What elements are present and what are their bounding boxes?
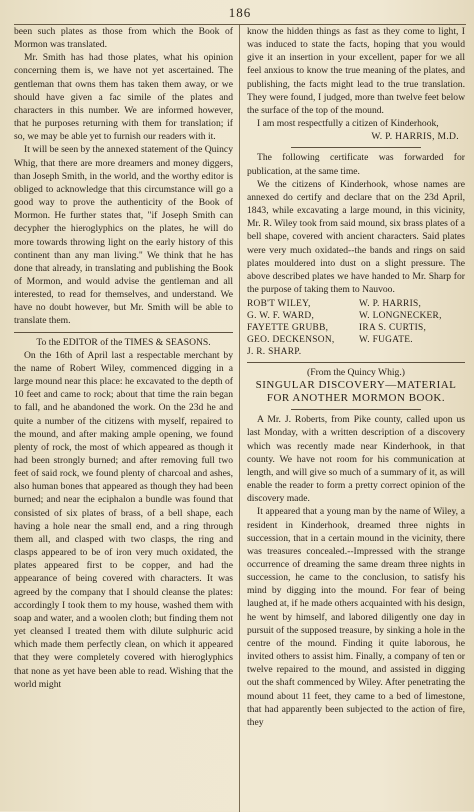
letter-continued-paragraphs [247, 25, 465, 130]
signatory-name: GEO. DECKENSON, [247, 335, 335, 346]
right-column [241, 25, 465, 812]
paragraph: Mr. Smith has had those plates, what his opinion concerning them is, we have not yet ascertained. The gentleman that owns them has taken them away, or we should have given a fac simile of the plates and characters in this number. We are informed however, that he purposes returning with them for translation; if so, we may be able yet to furnish our readers with it. [14, 52, 233, 143]
left-article-paragraphs [14, 25, 233, 328]
source-line: (From the Quincy Whig.) [307, 367, 405, 379]
signatory-name: W. LONGNECKER, [359, 311, 442, 322]
signatory-name: W. FUGATE. [359, 335, 413, 346]
signature: W. P. HARRIS, M.D. [371, 131, 459, 143]
signatory-name: G. W. F. WARD, [247, 311, 315, 322]
certificate-paragraphs [247, 151, 465, 296]
letter-heading: To the EDITOR of the TIMES & SEASONS. [36, 336, 211, 348]
left-column [14, 25, 238, 812]
column-rule [239, 25, 240, 812]
article-heading: SINGULAR DISCOVERY—MATERIAL FOR ANOTHER MORMON BOOK. [255, 379, 457, 405]
paragraph: know the hidden things as fast as they come to light, I was induced to state the facts, hoping that you would give it an insertion in your excellent, paper for we all feel anxious to know the true meaning of the plates, and publishing, the facts might lead to the true translation. They were found, I judged, more than twelve feet below the surface of the top of the mound. [247, 26, 465, 116]
signatory-name: J. R. SHARP. [247, 347, 302, 358]
letter-paragraphs [14, 349, 233, 691]
signatory-name: ROB'T WILEY, [247, 299, 311, 310]
section-divider [291, 147, 422, 148]
paragraph: A Mr. J. Roberts, from Pike county, called upon us last Monday, with a written description of a discovery which was recently made near Kinderhook, in that county. We have not room for his communication at length, and will give so much of a summary of it, as will enable the reader to form a pretty correct opinion of the discovery made. [247, 414, 465, 505]
paragraph: I am most respectfully a citizen of Kinderhook, [257, 118, 439, 130]
columns [14, 25, 466, 812]
paragraph: We the citizens of Kinderhook, whose names are annexed do certify and declare that on the 23d April, 1843, while excavating a large mound, in this vicinity, Mr. R. Wiley took from said mound, six brass plates of a bell shape, covered with ancient characters. Said plates were very much oxidated--the bands and rings on said plates mouldered into dust on a slight pressure. The above described plates we have handed to Mr. Sharp for the purpose of taking them to Nauvoo. [247, 178, 465, 295]
paragraph: The following certificate was forwarded for publication, at the same time. [247, 152, 465, 177]
paragraph: On the 16th of April last a respectable merchant by the name of Robert Wiley, commenced digging in a large mound near this place: he excavated to the depth of 10 feet and came to rock; about that time the rain began to fall, and he abandoned the work. On the 23d he and quite a number of the citizens with myself, repaired to the mound, and after making ample opening, we found plenty of rock, the most of which appeared as though it had been strongly burned; and after removing full two feet of said rock, we found plenty of charcoal and ashes, also human bones that appeared as though they had been burned; and near the eciphalon a bundle was found that consisted of six plates of brass, of a bell shape, each having a hole near the small end, and a ring through them all, and clasped with two clasps, the ring and clasps appeared to be of iron very much oxidated, the plates appeared first to be copper, and had the appearance of being covered with characters. It was agreed by the company that I should cleanse the plates: accordingly I took them to my house, washed them with soap and water, and a woolen cloth; but finding them not yet cleansed I treated them with dilute sulphuric acid which made them perfectly clean, on which it appeared that they were completely covered with hieroglyphics that none as yet have been able to read. Wishing that the world might [14, 349, 233, 690]
page-number: 186 [14, 4, 466, 25]
article-paragraphs [247, 413, 465, 729]
paragraph: It will be seen by the annexed statement of the Quincy Whig, that there are more dreamers and money diggers, than Joseph Smith, in the world, and the worthy editor is obliged to acknowledge that this circumstance will go a good way to prove the authenticity of the Book of Mormon. He further states that, "if Joseph Smith can decypher the hieroglyphics on the plates, he will do more towards throwing light on the early history of this continent than any man living." We think that he has done that already, in translating and publishing the Book of Mormon, and would advise the gentleman and all interested, to read for themselves, and understand. We have no doubt however, but Mr. Smith will be able to translate them. [14, 144, 233, 327]
signatory-name: W. P. HARRIS, [359, 299, 422, 310]
section-divider [247, 362, 465, 363]
paragraph: It appeared that a young man by the name of Wiley, a resident in Kinderhook, dreamed three nights in succession, that in a certain mound in the vicinity, there was treasures concealed.--Impressed with the strange occurrence of dreaming the same dream three nights in succession, he came to the conclusion, to satisfy his mind by digging into the mound. For fear of being laughed at, if he made others acquainted with his design, he went by himself, and labored diligently one day in pursuit of the supposed treasure, by sinking a hole in the centre of the mound. Finding it quite laborous, he invited others to assist him. Finally, a company of ten or twelve repaired to the mound, and assisted in digging out the shaft commenced by Wiley. After penetrating the mound about 11 feet, they came to a bed of limestone, that had apparently been subjected to the action of fire, they [247, 506, 465, 728]
signatory-name: IRA S. CURTIS, [359, 323, 427, 334]
section-divider [14, 332, 233, 333]
signatory-name: FAYETTE GRUBB, [247, 323, 329, 334]
signatory-names [247, 298, 465, 358]
paragraph: been such plates as those from which the Book of Mormon was translated. [14, 26, 233, 51]
section-divider [291, 409, 422, 410]
